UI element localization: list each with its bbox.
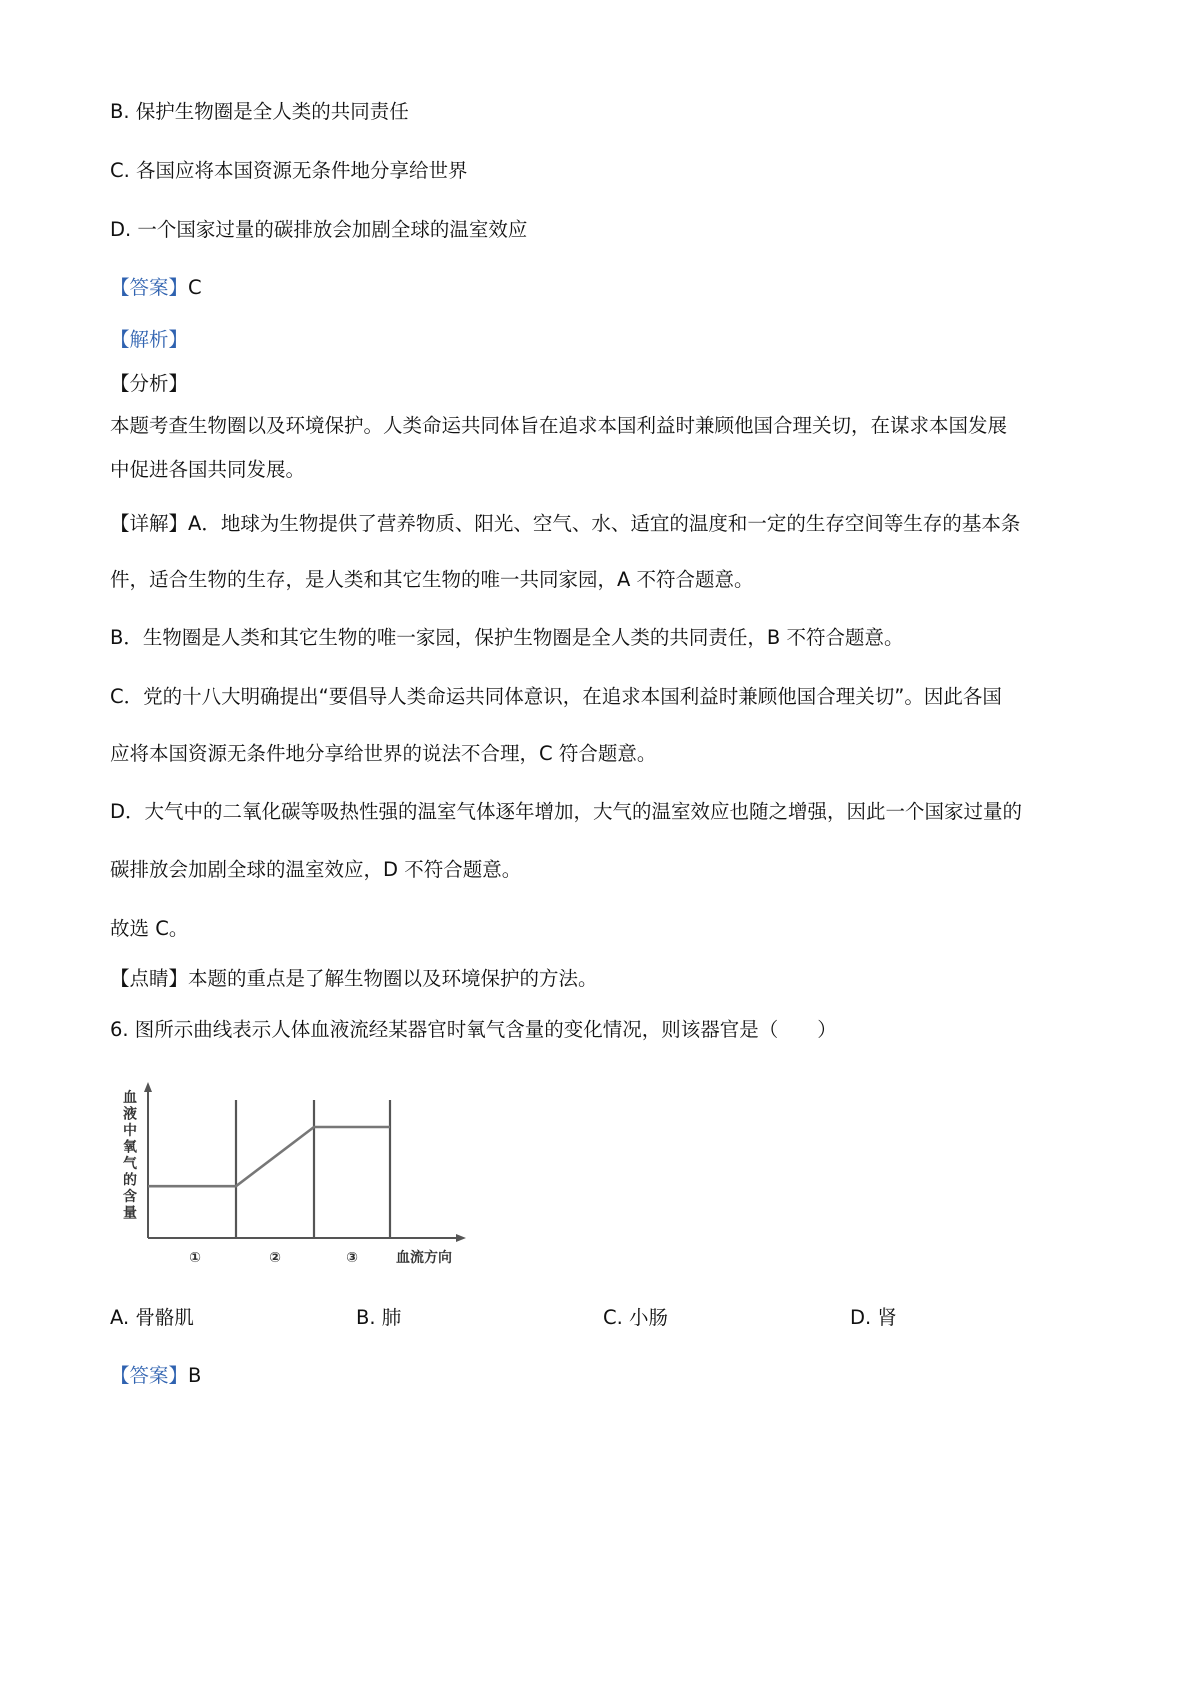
choice-b: B. 肺 — [356, 1306, 402, 1329]
detail-text-1: A．地球为生物提供了营养物质、阳光、空气、水、适宜的温度和一定的生存空间等生存的基本条 — [188, 512, 1021, 535]
detail-b: B．生物圈是人类和其它生物的唯一家园，保护生物圈是全人类的共同责任，B 不符合题意。 — [110, 626, 904, 649]
y-axis-label-char: 气 — [123, 1156, 137, 1172]
question-6: 6. 图所示曲线表示人体血液流经某器官时氧气含量的变化情况，则该器官是（ ） — [110, 1018, 837, 1041]
y-axis-label-char: 量 — [123, 1205, 137, 1222]
answer-2-tag: 【答案】 — [110, 1364, 189, 1387]
detail-c-2: 应将本国资源无条件地分享给世界的说法不合理，C 符合题意。 — [110, 742, 657, 765]
y-axis-label-char: 含 — [123, 1189, 137, 1205]
answer-line — [110, 274, 202, 302]
option-b-line: B. 保护生物圈是全人类的共同责任 — [110, 100, 409, 123]
detail-text-2: 件，适合生物的生存，是人类和其它生物的唯一共同家园，A 不符合题意。 — [110, 568, 754, 591]
tip-text: 本题的重点是了解生物圈以及环境保护的方法。 — [188, 967, 598, 990]
y-axis-label-char: 血 — [123, 1090, 137, 1106]
y-axis-label-char: 液 — [123, 1106, 137, 1123]
region-label-2: ② — [269, 1250, 281, 1266]
y-axis-label-char: 的 — [123, 1172, 137, 1189]
choice-d: D. 肾 — [850, 1306, 897, 1329]
option-c-line: C. 各国应将本国资源无条件地分享给世界 — [110, 159, 468, 182]
fenxi-text-2: 中促进各国共同发展。 — [110, 458, 306, 481]
fenxi-tag: 【分析】 — [110, 372, 189, 395]
oxygen-chart — [118, 1080, 498, 1280]
x-axis-arrow — [456, 1234, 466, 1242]
answer-value: C — [188, 276, 202, 299]
region-label-1: ① — [189, 1250, 201, 1266]
answer-2-line — [110, 1362, 201, 1390]
tip-tag: 【点睛】 — [110, 967, 189, 990]
region-label-3: ③ — [346, 1250, 358, 1266]
conclusion: 故选 C。 — [110, 917, 189, 940]
detail-d-1: D．大气中的二氧化碳等吸热性强的温室气体逐年增加，大气的温室效应也随之增强，因此一个国家过量的 — [110, 800, 1023, 823]
y-axis-label-char: 中 — [123, 1123, 137, 1139]
detail-tag: 【详解】 — [110, 512, 189, 535]
fenxi-text-1: 本题考查生物圈以及环境保护。人类命运共同体旨在追求本国利益时兼顾他国合理关切，在谋求本国发展 — [110, 414, 1008, 437]
y-axis-label-char: 氧 — [123, 1139, 137, 1156]
answer-tag: 【答案】 — [110, 276, 189, 299]
answer-2-value: B — [188, 1364, 202, 1387]
detail-d-2: 碳排放会加剧全球的温室效应，D 不符合题意。 — [110, 858, 522, 881]
y-axis-label — [123, 1089, 138, 1222]
x-axis-label: 血流方向 — [396, 1250, 452, 1266]
choice-c: C. 小肠 — [603, 1306, 669, 1329]
y-axis-arrow — [144, 1082, 152, 1092]
oxygen-curve — [148, 1127, 390, 1186]
tip-line — [110, 965, 598, 993]
option-d-line: D. 一个国家过量的碳排放会加剧全球的温室效应 — [110, 218, 528, 241]
choice-a: A. 骨骼肌 — [110, 1306, 194, 1329]
detail-c-1: C．党的十八大明确提出“要倡导人类命运共同体意识，在追求本国利益时兼顾他国合理关切”。因此各国 — [110, 685, 1002, 708]
analysis-tag: 【解析】 — [110, 328, 189, 351]
detail-line-1 — [110, 510, 1020, 538]
